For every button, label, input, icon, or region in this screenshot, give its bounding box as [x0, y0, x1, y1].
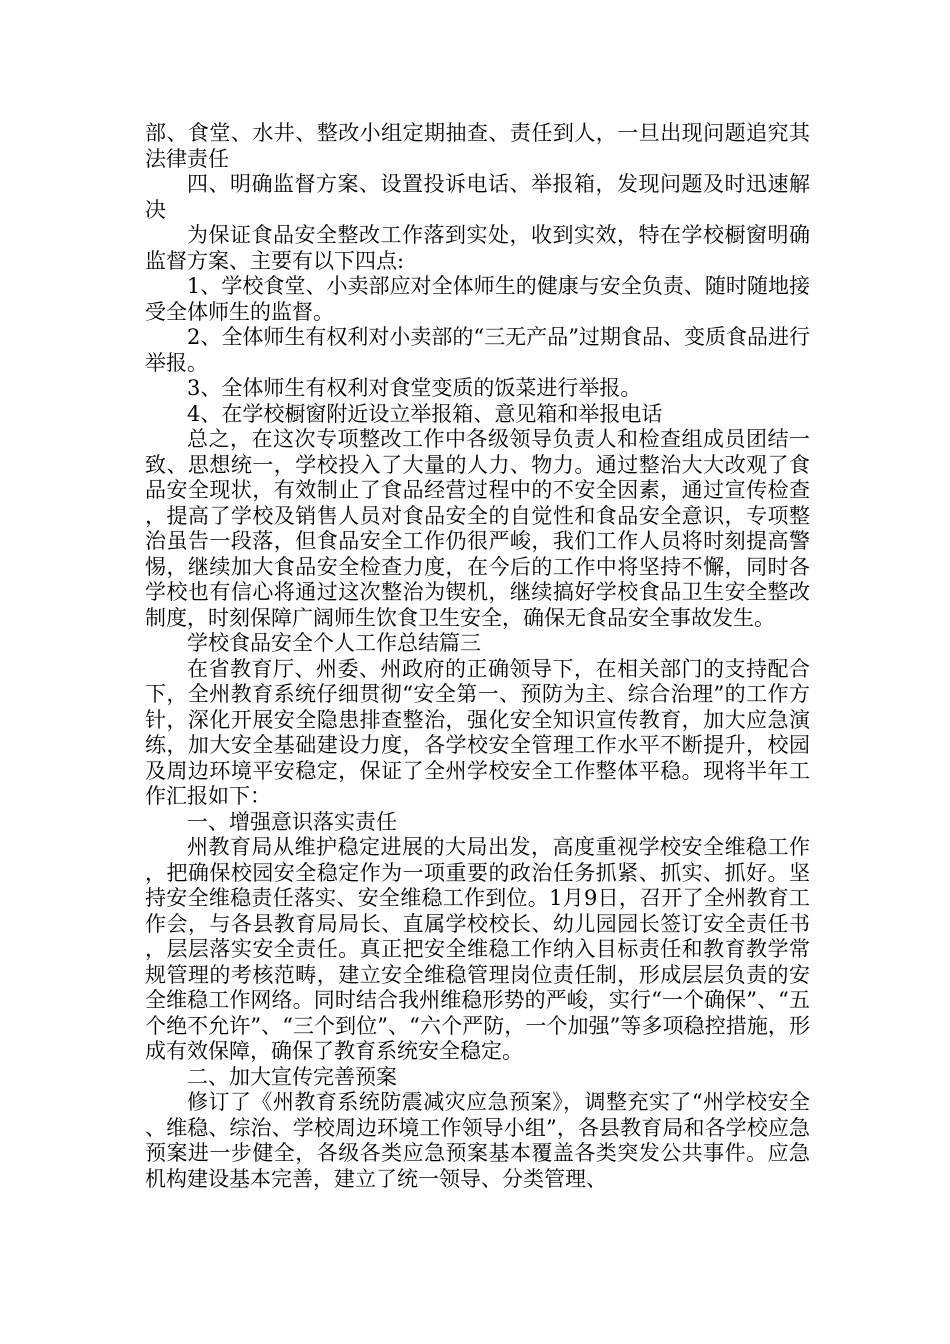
- heading-section-one: 一、增强意识落实责任: [187, 809, 397, 834]
- paragraph-section-two: 修订了《州教育系统防震减灾应急预案》，调整充实了“州学校安全、维稳、综治、学校周边环境工作领导小组”，各县教育局和各学校应急预案进一步健全，各级各类应急预案基本覆盖各类突发公共事件。应急机构建设基本完善，建立了统一领导、分类管理、: [145, 1090, 810, 1191]
- paragraph-summary: 总之，在这次专项整改工作中各级领导负责人和检查组成员团结一致、思想统一，学校投入了大量的人力、物力。通过整治大大改观了食品安全现状，有效制止了食品经营过程中的不安全因素，通过宣传检查，提高了学校及销售人员对食品安全的自觉性和食品安全意识，专项整治虽告一段落，但食品安全工作仍很严峻，我们工作人员将时刻提高警惕，继续加大食品安全检查力度，在今后的工作中将坚持不懈，同时各学校也有信心将通过这次整治为锲机，继续搞好学校食品卫生安全整改制度，时刻保障广阔师生饮食卫生安全，确保无食品安全事故发生。: [145, 427, 810, 630]
- section-title-part-three: 学校食品安全个人工作总结篇三: [187, 631, 481, 655]
- list-item-4: 4、在学校橱窗附近设立举报箱、意见箱和举报电话: [187, 401, 663, 426]
- list-item-1: 1、学校食堂、小卖部应对全体师生的健康与安全负责、随时随地接受全体师生的监督。: [145, 274, 810, 324]
- paragraph-part-three-intro: 在省教育厅、州委、州政府的正确领导下，在相关部门的支持配合下，全州教育系统仔细贯彻“安全第一、预防为主、综合治理”的工作方针，深化开展安全隐患排查整治，强化安全知识宣传教育，加大应急演练，加大安全基础建设力度，各学校安全管理工作水平不断提升，校园及周边环境平安稳定，保证了全州学校安全工作整体平稳。现将半年工作汇报如下：: [145, 656, 810, 808]
- paragraph-supervision-intro: 为保证食品安全整改工作落到实处，收到实效，特在学校橱窗明确监督方案、主要有以下四点:: [145, 223, 810, 273]
- list-item-2: 2、全体师生有权利对小卖部的“三无产品”过期食品、变质食品进行举报。: [145, 325, 810, 375]
- paragraph-continuation: 部、食堂、水井、整改小组定期抽查、责任到人，一旦出现问题追究其法律责任: [145, 121, 810, 171]
- paragraph-section-one: 州教育局从维护稳定进展的大局出发，高度重视学校安全维稳工作，把确保校园安全稳定作为一项重要的政治任务抓紧、抓实、抓好。坚持安全维稳责任落实、安全维稳工作到位。1月9日，召开了全州教育工作会，与各县教育局局长、直属学校校长、幼儿园园长签订安全责任书，层层落实安全责任。真正把安全维稳工作纳入目标责任和教育教学常规管理的考核范畴，建立安全维稳管理岗位责任制，形成层层负责的安全维稳工作网络。同时结合我州维稳形势的严峻，实行“一个确保”、“五个绝不允许”、“三个到位”、“六个严防，一个加强”等多项稳控措施，形成有效保障，确保了教育系统安全稳定。: [145, 835, 810, 1063]
- list-item-3: 3、全体师生有权利对食堂变质的饭菜进行举报。: [187, 376, 642, 400]
- document-page: [145, 121, 810, 1192]
- heading-section-two: 二、加大宣传完善预案: [187, 1064, 397, 1089]
- heading-section-four: 四、明确监督方案、设置投诉电话、举报箱，发现问题及时迅速解决: [145, 172, 810, 222]
